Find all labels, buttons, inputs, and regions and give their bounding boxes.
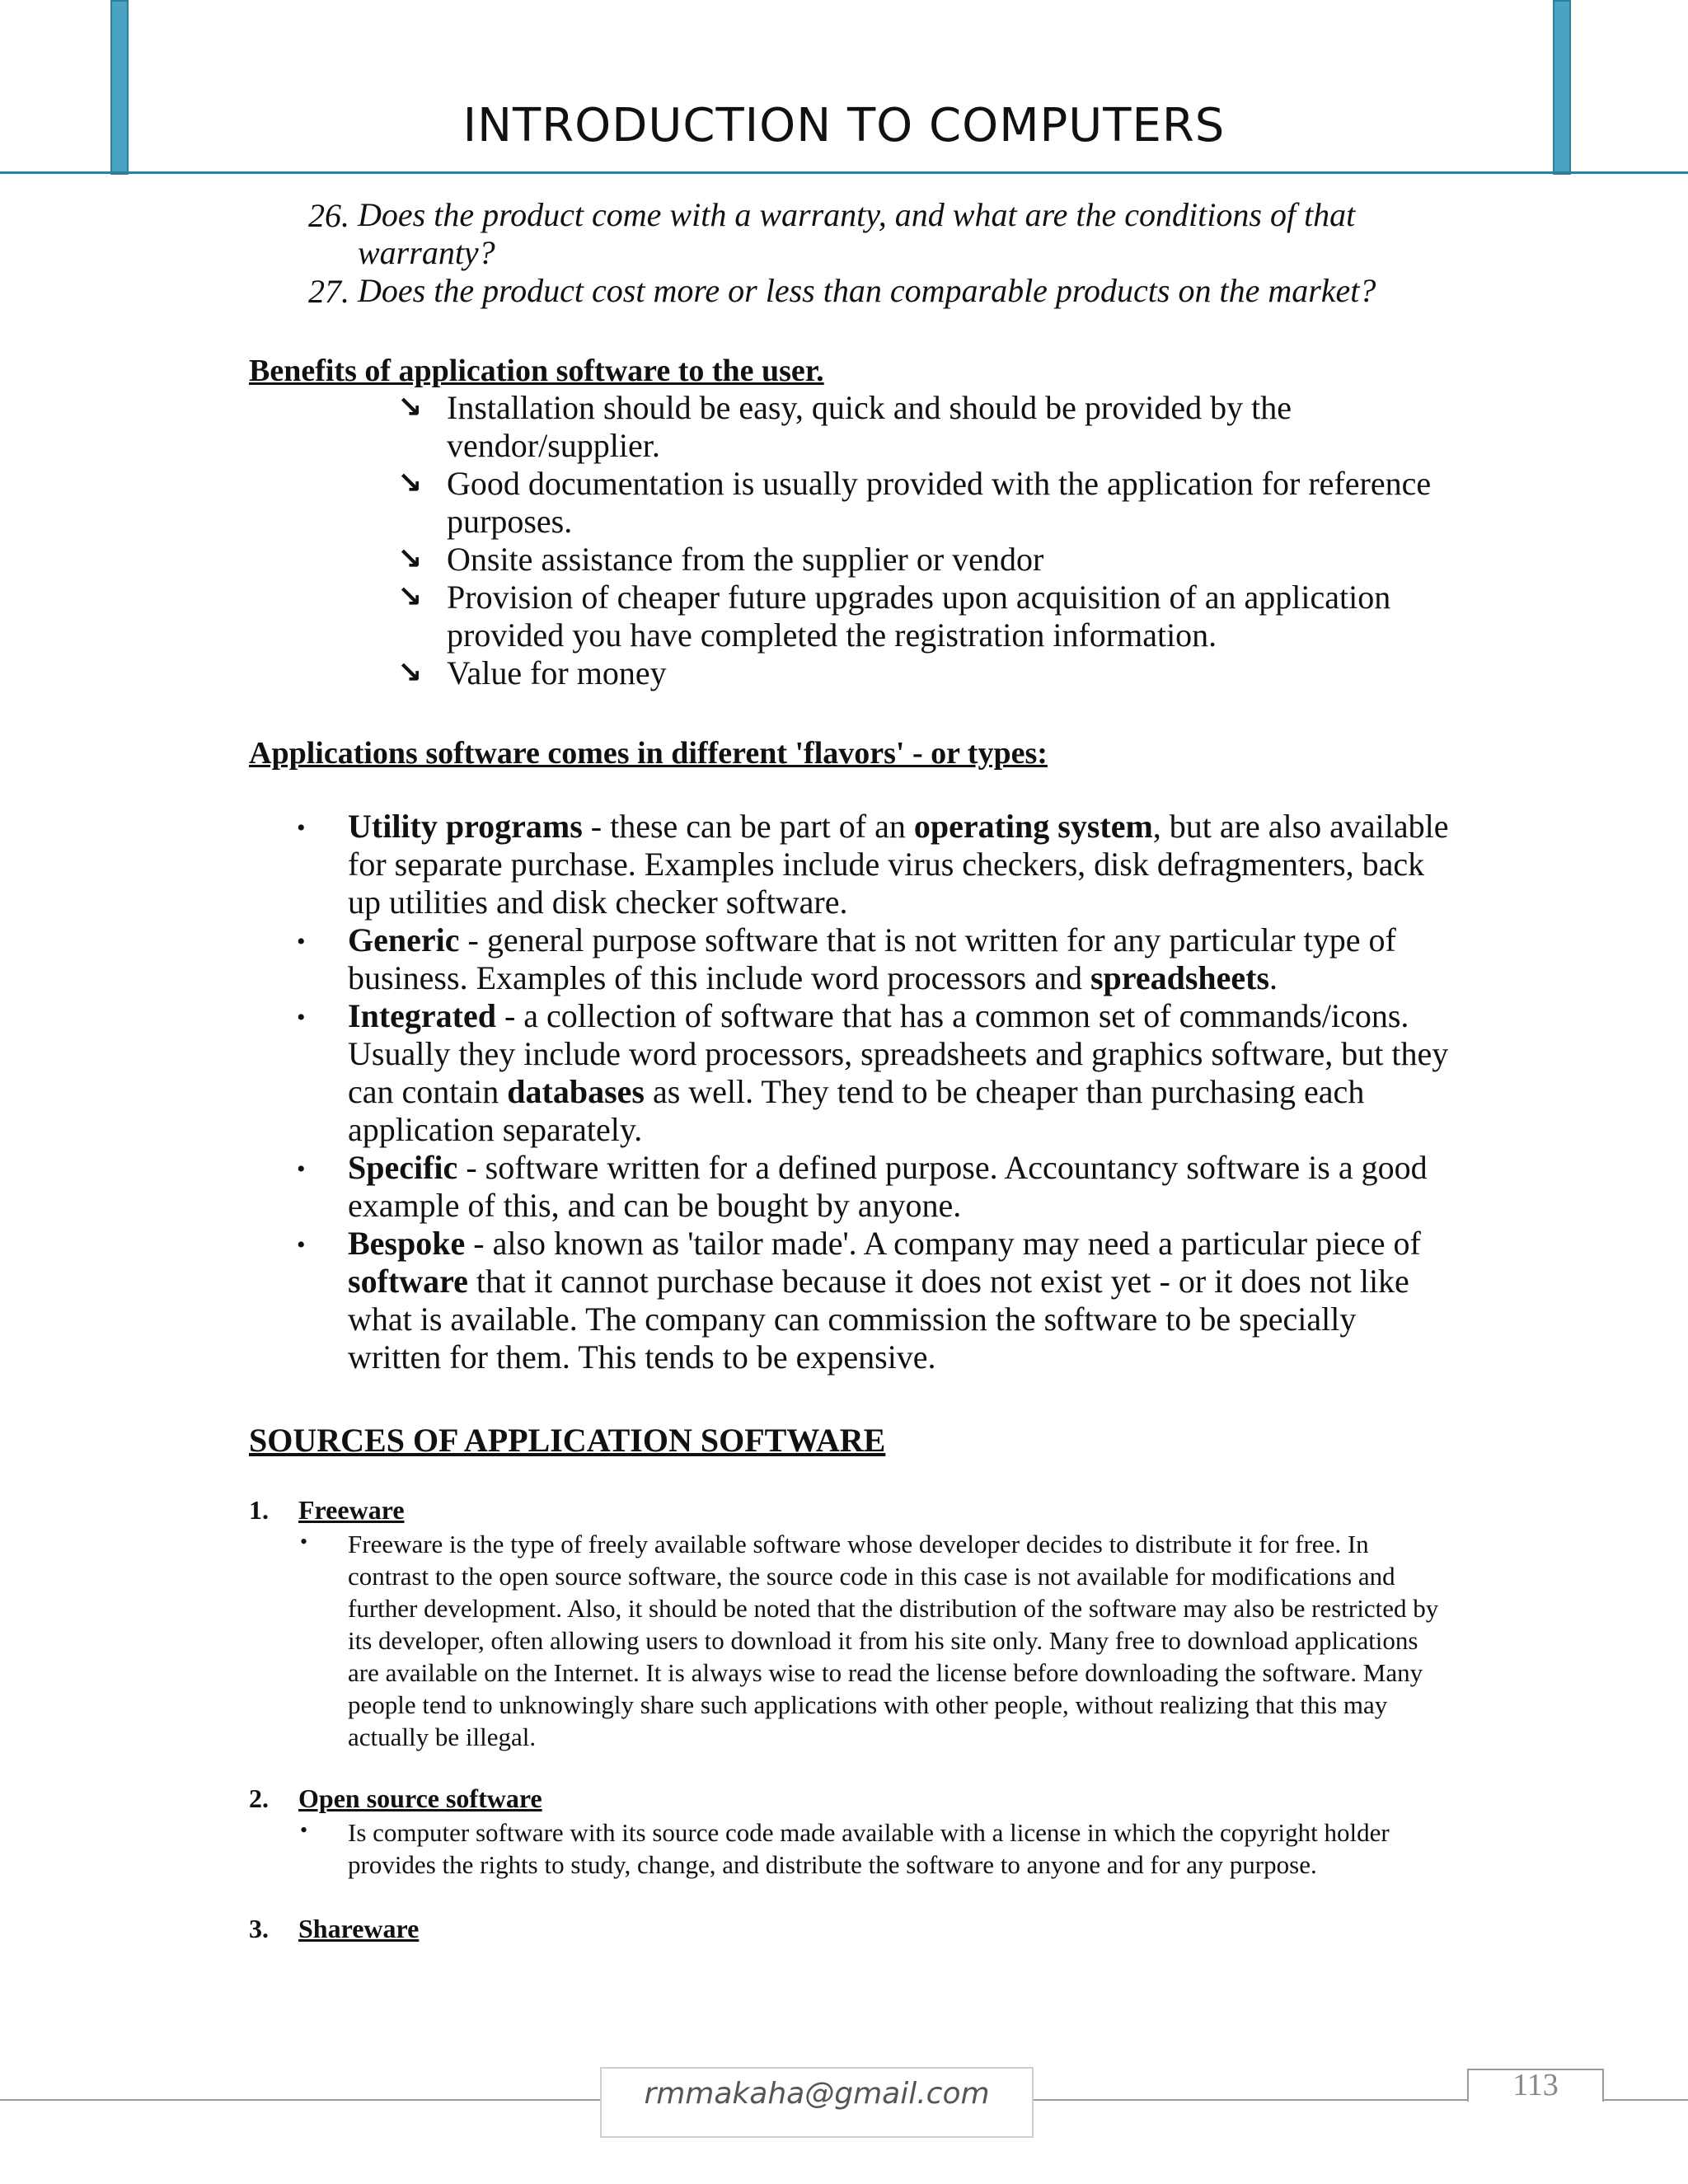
source-number: 1. bbox=[249, 1495, 269, 1525]
type-item-specific bbox=[348, 1149, 1452, 1225]
question-number: 27. bbox=[308, 273, 349, 310]
type-text: . bbox=[1269, 959, 1278, 996]
type-text: - a collection of software that has a common set of commands/icons. Usually they include word processors, spreadsheets and graphics software, but they can contain bbox=[348, 997, 1449, 1110]
type-text: , but are also available for separate purchase. Examples include virus checkers, disk defragmenters, back up utilities and disk checker software. bbox=[348, 808, 1449, 921]
benefit-line: Value for money bbox=[447, 654, 667, 691]
dot-bullet-icon: • bbox=[297, 814, 306, 841]
source-title-open-source: Open source software bbox=[298, 1783, 542, 1813]
type-bold-text: software bbox=[348, 1263, 468, 1300]
benefit-line: provided you have completed the registration information. bbox=[447, 616, 1217, 654]
arrow-bullet-icon: ↘ bbox=[397, 391, 423, 424]
type-bold-text: spreadsheets bbox=[1090, 959, 1270, 996]
benefit-item bbox=[447, 654, 667, 692]
source-description: Freeware is the type of freely available software whose developer decides to distribute it for free. In contrast to the open source software, the source code in this case is not available for modifications and further development. Also, it should be noted that the distribution of the software may also be restricted by its developer, often allowing users to download it from his site only. Many free to download applications are available on the Internet. It is always wise to read the license before downloading the software. Many people tend to unknowingly share such applications with other people, without realizing that this may actually be illegal. bbox=[348, 1530, 1439, 1751]
type-term: Bespoke bbox=[348, 1225, 466, 1262]
question-number: 26. bbox=[308, 197, 349, 234]
dot-bullet-icon: • bbox=[297, 928, 306, 955]
type-text: - also known as 'tailor made'. A company may need a particular piece of bbox=[465, 1225, 1421, 1262]
source-number: 2. bbox=[249, 1783, 269, 1813]
source-number: 3. bbox=[249, 1914, 269, 1943]
benefit-line: Provision of cheaper future upgrades upon acquisition of an application bbox=[447, 579, 1391, 616]
dot-bullet-icon: • bbox=[300, 1818, 308, 1842]
type-term: Utility programs bbox=[348, 808, 583, 845]
type-term: Specific bbox=[348, 1149, 458, 1186]
sources-heading: SOURCES OF APPLICATION SOFTWARE bbox=[249, 1422, 886, 1459]
benefit-line: vendor/supplier. bbox=[447, 427, 660, 464]
benefit-line: Installation should be easy, quick and should be provided by the bbox=[447, 389, 1292, 426]
footer-rule bbox=[1602, 2099, 1688, 2101]
benefit-line: purposes. bbox=[447, 503, 573, 540]
source-title-shareware: Shareware bbox=[298, 1914, 420, 1943]
type-item-integrated bbox=[348, 997, 1452, 1149]
footer-rule bbox=[0, 2099, 600, 2101]
source-title-freeware: Freeware bbox=[298, 1495, 405, 1525]
type-bold-text: operating system bbox=[913, 808, 1153, 845]
dot-bullet-icon: • bbox=[297, 1155, 306, 1183]
type-item-utility bbox=[348, 808, 1452, 921]
type-text: - software written for a defined purpose. Accountancy software is a good example of this, and can be bought by anyone. bbox=[348, 1149, 1428, 1224]
benefit-item bbox=[447, 579, 1390, 654]
dot-bullet-icon: • bbox=[300, 1530, 308, 1554]
arrow-bullet-icon: ↘ bbox=[397, 466, 423, 500]
question-text-line: warranty? bbox=[358, 234, 495, 271]
type-text: - these can be part of an bbox=[582, 808, 914, 845]
arrow-bullet-icon: ↘ bbox=[397, 656, 423, 690]
benefit-line: Onsite assistance from the supplier or vendor bbox=[447, 541, 1044, 578]
type-item-bespoke bbox=[348, 1225, 1452, 1376]
type-bold-text: databases bbox=[507, 1073, 645, 1110]
question-text-line: Does the product cost more or less than comparable products on the market? bbox=[358, 272, 1376, 309]
page-number: 113 bbox=[1512, 2068, 1559, 2102]
dot-bullet-icon: • bbox=[297, 1231, 306, 1258]
type-term: Generic bbox=[348, 921, 460, 958]
type-item-generic bbox=[348, 921, 1452, 997]
type-text: - general purpose software that is not written for any particular type of business. Examples of this include word processors and bbox=[348, 921, 1396, 996]
source-description: Is computer software with its source code made available with a license in which the copyright holder provides the rights to study, change, and distribute the software to anyone and for any purpose. bbox=[348, 1818, 1390, 1879]
benefits-heading: Benefits of application software to the user. bbox=[249, 354, 824, 388]
dot-bullet-icon: • bbox=[297, 1004, 306, 1031]
footer-rule bbox=[1034, 2099, 1469, 2101]
types-heading: Applications software comes in different 'flavors' - or types: bbox=[249, 736, 1048, 771]
arrow-bullet-icon: ↘ bbox=[397, 542, 423, 576]
type-text: that it cannot purchase because it does not exist yet - or it does not like what is available. The company can commission the software to be specially written for them. This tends to be expensive. bbox=[348, 1263, 1409, 1376]
benefit-item bbox=[447, 389, 1292, 465]
footer-email: rmmakaha@gmail.com bbox=[644, 2077, 990, 2111]
benefit-line: Good documentation is usually provided with the application for reference bbox=[447, 465, 1432, 502]
header-rule bbox=[0, 171, 1688, 174]
page-header-title: INTRODUCTION TO COMPUTERS bbox=[462, 99, 1226, 152]
benefit-item bbox=[447, 465, 1431, 541]
benefit-item bbox=[447, 541, 1043, 579]
type-term: Integrated bbox=[348, 997, 496, 1034]
type-text: as well. They tend to be cheaper than purchasing each application separately. bbox=[348, 1073, 1365, 1148]
arrow-bullet-icon: ↘ bbox=[397, 580, 423, 614]
question-text-line: Does the product come with a warranty, and what are the conditions of that bbox=[358, 196, 1356, 233]
